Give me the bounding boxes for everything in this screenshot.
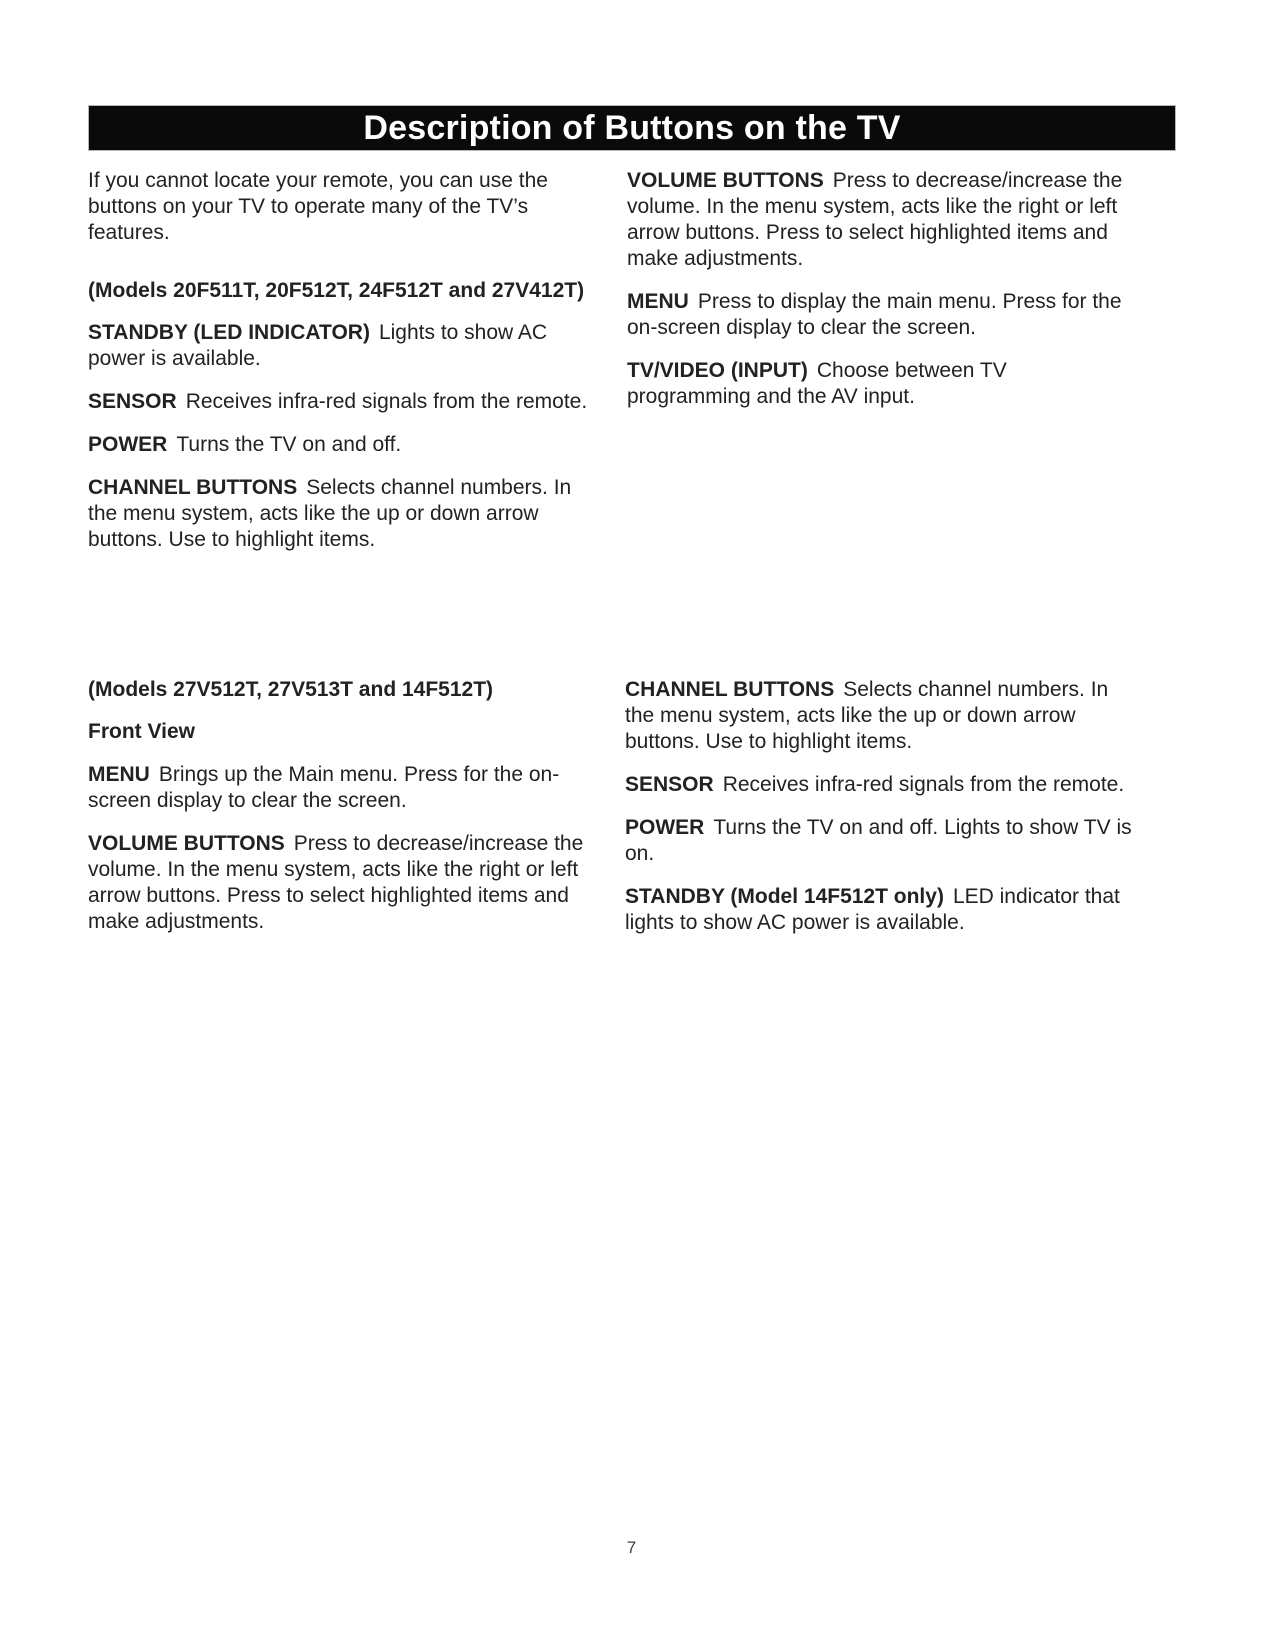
definition-entry	[625, 815, 1133, 867]
page-title-bar	[88, 105, 1176, 151]
definition-entry	[88, 475, 602, 553]
entry-term: MENU	[627, 290, 689, 313]
definition-list-section2-right	[625, 677, 1133, 936]
section1-left-column	[88, 168, 602, 570]
entry-description: Brings up the Main menu. Press for the on-screen display to clear the screen.	[88, 763, 560, 812]
section1-right-column	[627, 168, 1129, 427]
entry-description: Turns the TV on and off.	[176, 433, 402, 456]
definition-list-section1-right	[627, 168, 1129, 410]
entry-description: Receives infra-red signals from the remote.	[722, 773, 1125, 796]
entry-term: STANDBY (LED INDICATOR)	[88, 321, 370, 344]
entry-description: Turns the TV on and off. Lights to show TV is on.	[625, 816, 1132, 865]
entry-term: VOLUME BUTTONS	[627, 169, 824, 192]
entry-term: SENSOR	[88, 390, 177, 413]
entry-term: CHANNEL BUTTONS	[625, 678, 835, 701]
entry-description: Press to decrease/increase the volume. In the menu system, acts like the right or left arrow buttons. Press to select highlighted items and make adjustments.	[88, 832, 584, 933]
entry-description: Choose between TV programming and the AV input.	[627, 359, 1007, 408]
definition-entry	[88, 320, 602, 372]
definition-list-section1-left	[88, 320, 602, 553]
entry-term: POWER	[88, 433, 168, 456]
entry-term: STANDBY (Model 14F512T only)	[625, 885, 944, 908]
definition-list-section2-left	[88, 762, 602, 935]
definition-entry	[627, 168, 1129, 272]
entry-term: CHANNEL BUTTONS	[88, 476, 298, 499]
entry-description: LED indicator that lights to show AC power is available.	[625, 885, 1120, 934]
definition-entry	[627, 358, 1129, 410]
entry-description: Lights to show AC power is available.	[88, 321, 548, 370]
entry-term: SENSOR	[625, 773, 714, 796]
entry-description: Selects channel numbers. In the menu system, acts like the up or down arrow buttons. Use to highlight items.	[625, 678, 1109, 753]
entry-term: TV/VIDEO (INPUT)	[627, 359, 808, 382]
page-title: Description of Buttons on the TV	[363, 108, 901, 147]
intro-paragraph: If you cannot locate your remote, you can use the buttons on your TV to operate many of the TV’s features.	[88, 169, 548, 244]
entry-term: POWER	[625, 816, 705, 839]
section2-right-column	[625, 677, 1133, 953]
entry-term: VOLUME BUTTONS	[88, 832, 285, 855]
entry-description: Press to decrease/increase the volume. In the menu system, acts like the right or left arrow buttons. Press to select highlighted items and make adjustments.	[627, 169, 1123, 270]
definition-entry	[625, 772, 1133, 798]
entry-description: Receives infra-red signals from the remote.	[185, 390, 588, 413]
definition-entry	[625, 884, 1133, 936]
section2-left-column	[88, 677, 602, 952]
models-heading-section2: (Models 27V512T, 27V513T and 14F512T)	[88, 678, 494, 701]
definition-entry	[88, 831, 602, 935]
definition-entry	[625, 677, 1133, 755]
definition-entry	[627, 289, 1129, 341]
definition-entry	[88, 762, 602, 814]
models-heading-section1: (Models 20F511T, 20F512T, 24F512T and 27V412T)	[88, 279, 585, 302]
definition-entry	[88, 432, 602, 458]
entry-description: Press to display the main menu. Press for the on-screen display to clear the screen.	[627, 290, 1122, 339]
front-view-heading: Front View	[88, 720, 195, 743]
definition-entry	[88, 389, 602, 415]
page-number: 7	[626, 1538, 637, 1557]
entry-description: Selects channel numbers. In the menu system, acts like the up or down arrow buttons. Use to highlight items.	[88, 476, 572, 551]
entry-term: MENU	[88, 763, 150, 786]
